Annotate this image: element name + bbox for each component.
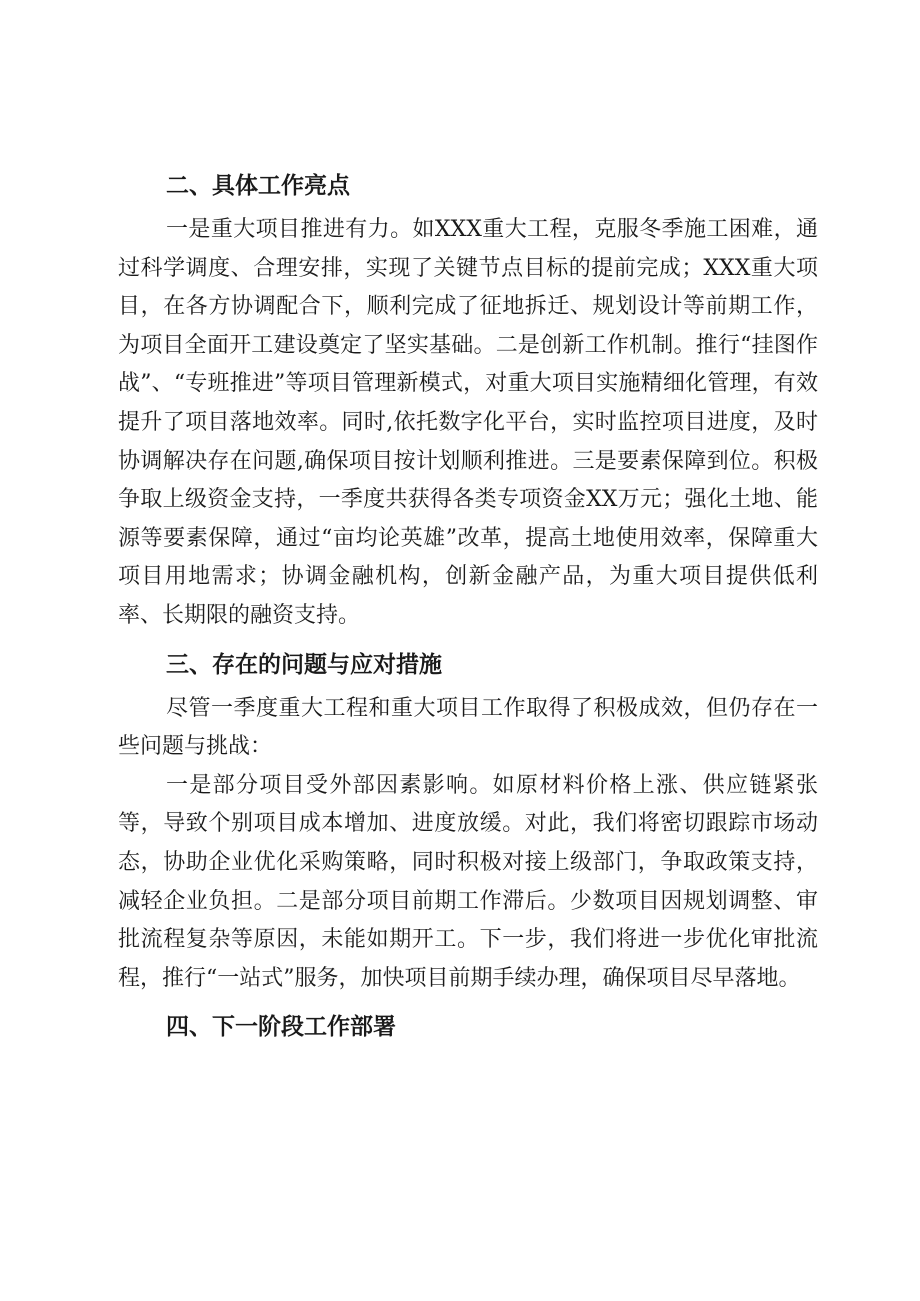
section-heading-problems: 三、存在的问题与应对措施 <box>166 651 442 678</box>
section-heading-next-steps: 四、下一阶段工作部署 <box>166 1014 396 1041</box>
document-body <box>118 165 818 1052</box>
section-heading-highlights: 二、具体工作亮点 <box>166 173 350 199</box>
paragraph-problems-intro: 尽管一季度重大工程和重大项目工作取得了积极成效，但仍存在一些问题与挑战： <box>118 695 818 760</box>
paragraph-highlights: 一是重大项目推进有力。如XXX重大工程，克服冬季施工困难，通过科学调度、合理安排，实现了关键节点目标的提前完成；XXX重大项目，在各方协调配合下，顺利完成了征地拆迁、规划设计等前期工作，为项目全面开工建设奠定了坚实基础。二是创新工作机制。推行“挂图作战”、“专班推进”等项目管理新模式，对重大项目实施精细化管理，有效提升了项目落地效率。同时,依托数字化平台，实时监控项目进度，及时协调解决存在问题,确保项目按计划顺利推进。三是要素保障到位。积极争取上级资金支持，一季度共获得各类专项资金XX万元；强化土地、能源等要素保障，通过“亩均论英雄”改革，提高土地使用效率，保障重大项目用地需求；协调金融机构，创新金融产品，为重大项目提供低利率、长期限的融资支持。 <box>118 217 818 628</box>
paragraph-problems-detail: 一是部分项目受外部因素影响。如原材料价格上涨、供应链紧张等，导致个别项目成本增加、进度放缓。对此，我们将密切跟踪市场动态，协助企业优化采购策略，同时积极对接上级部门，争取政策支持，减轻企业负担。二是部分项目前期工作滞后。少数项目因规划调整、审批流程复杂等原因，未能如期开工。下一步，我们将进一步优化审批流程，推行“一站式”服务，加快项目前期手续办理，确保项目尽早落地。 <box>118 772 818 991</box>
